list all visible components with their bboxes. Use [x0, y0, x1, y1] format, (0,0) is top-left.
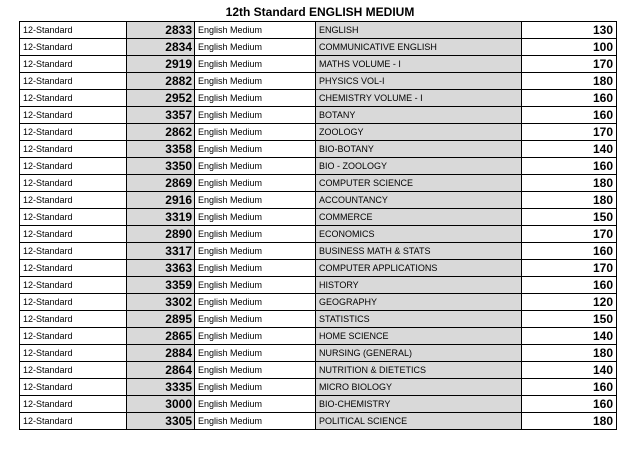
standard-cell: 12-Standard [20, 362, 127, 379]
book-code-cell: 2884 [127, 345, 195, 362]
medium-cell: English Medium [195, 56, 316, 73]
subject-cell: PHYSICS VOL-I [316, 73, 522, 90]
standard-cell: 12-Standard [20, 39, 127, 56]
subject-cell: ZOOLOGY [316, 124, 522, 141]
standard-cell: 12-Standard [20, 413, 127, 430]
price-cell: 160 [522, 90, 617, 107]
medium-cell: English Medium [195, 362, 316, 379]
standard-cell: 12-Standard [20, 396, 127, 413]
price-cell: 100 [522, 39, 617, 56]
medium-cell: English Medium [195, 141, 316, 158]
medium-cell: English Medium [195, 413, 316, 430]
price-cell: 160 [522, 158, 617, 175]
price-cell: 170 [522, 260, 617, 277]
standard-cell: 12-Standard [20, 328, 127, 345]
table-row [20, 396, 617, 413]
medium-cell: English Medium [195, 328, 316, 345]
medium-cell: English Medium [195, 345, 316, 362]
book-code-cell: 2864 [127, 362, 195, 379]
price-cell: 140 [522, 328, 617, 345]
medium-cell: English Medium [195, 22, 316, 39]
medium-cell: English Medium [195, 311, 316, 328]
book-price-table [19, 21, 617, 430]
price-cell: 120 [522, 294, 617, 311]
table-row [20, 260, 617, 277]
book-code-cell: 2952 [127, 90, 195, 107]
subject-cell: ENGLISH [316, 22, 522, 39]
medium-cell: English Medium [195, 39, 316, 56]
standard-cell: 12-Standard [20, 243, 127, 260]
table-row [20, 243, 617, 260]
subject-cell: BIO-CHEMISTRY [316, 396, 522, 413]
subject-cell: STATISTICS [316, 311, 522, 328]
book-code-cell: 2862 [127, 124, 195, 141]
standard-cell: 12-Standard [20, 311, 127, 328]
book-code-cell: 3305 [127, 413, 195, 430]
medium-cell: English Medium [195, 107, 316, 124]
table-row [20, 39, 617, 56]
book-code-cell: 3335 [127, 379, 195, 396]
subject-cell: ACCOUNTANCY [316, 192, 522, 209]
subject-cell: COMPUTER APPLICATIONS [316, 260, 522, 277]
table-body [20, 22, 617, 430]
table-row [20, 379, 617, 396]
standard-cell: 12-Standard [20, 124, 127, 141]
standard-cell: 12-Standard [20, 260, 127, 277]
subject-cell: NUTRITION & DIETETICS [316, 362, 522, 379]
subject-cell: COMMERCE [316, 209, 522, 226]
price-cell: 140 [522, 362, 617, 379]
price-cell: 180 [522, 192, 617, 209]
price-cell: 160 [522, 107, 617, 124]
standard-cell: 12-Standard [20, 277, 127, 294]
subject-cell: COMPUTER SCIENCE [316, 175, 522, 192]
standard-cell: 12-Standard [20, 90, 127, 107]
book-code-cell: 2916 [127, 192, 195, 209]
book-code-cell: 3317 [127, 243, 195, 260]
book-code-cell: 2882 [127, 73, 195, 90]
price-cell: 170 [522, 56, 617, 73]
subject-cell: MATHS VOLUME - I [316, 56, 522, 73]
medium-cell: English Medium [195, 294, 316, 311]
table-row [20, 175, 617, 192]
standard-cell: 12-Standard [20, 141, 127, 158]
standard-cell: 12-Standard [20, 379, 127, 396]
medium-cell: English Medium [195, 379, 316, 396]
book-code-cell: 3357 [127, 107, 195, 124]
medium-cell: English Medium [195, 396, 316, 413]
table-row [20, 158, 617, 175]
subject-cell: GEOGRAPHY [316, 294, 522, 311]
standard-cell: 12-Standard [20, 158, 127, 175]
subject-cell: POLITICAL SCIENCE [316, 413, 522, 430]
standard-cell: 12-Standard [20, 294, 127, 311]
table-row [20, 124, 617, 141]
subject-cell: ECONOMICS [316, 226, 522, 243]
standard-cell: 12-Standard [20, 226, 127, 243]
subject-cell: BOTANY [316, 107, 522, 124]
subject-cell: CHEMISTRY VOLUME - I [316, 90, 522, 107]
price-cell: 150 [522, 209, 617, 226]
table-row [20, 294, 617, 311]
table-row [20, 22, 617, 39]
table-row [20, 107, 617, 124]
medium-cell: English Medium [195, 124, 316, 141]
page-title: 12th Standard ENGLISH MEDIUM [225, 5, 415, 19]
price-cell: 170 [522, 124, 617, 141]
table-row [20, 73, 617, 90]
price-cell: 160 [522, 396, 617, 413]
standard-cell: 12-Standard [20, 56, 127, 73]
standard-cell: 12-Standard [20, 345, 127, 362]
price-cell: 180 [522, 413, 617, 430]
medium-cell: English Medium [195, 243, 316, 260]
price-cell: 140 [522, 141, 617, 158]
table-row [20, 311, 617, 328]
table-row [20, 209, 617, 226]
medium-cell: English Medium [195, 260, 316, 277]
medium-cell: English Medium [195, 192, 316, 209]
book-code-cell: 3302 [127, 294, 195, 311]
price-cell: 170 [522, 226, 617, 243]
book-code-cell: 2833 [127, 22, 195, 39]
price-cell: 180 [522, 345, 617, 362]
table-row [20, 141, 617, 158]
table-row [20, 226, 617, 243]
subject-cell: NURSING (GENERAL) [316, 345, 522, 362]
book-code-cell: 2865 [127, 328, 195, 345]
standard-cell: 12-Standard [20, 73, 127, 90]
standard-cell: 12-Standard [20, 175, 127, 192]
table-row [20, 192, 617, 209]
subject-cell: MICRO BIOLOGY [316, 379, 522, 396]
table-row [20, 345, 617, 362]
book-code-cell: 2895 [127, 311, 195, 328]
subject-cell: BIO-BOTANY [316, 141, 522, 158]
book-code-cell: 2890 [127, 226, 195, 243]
price-cell: 150 [522, 311, 617, 328]
book-code-cell: 3350 [127, 158, 195, 175]
price-cell: 180 [522, 175, 617, 192]
price-cell: 180 [522, 73, 617, 90]
subject-cell: HOME SCIENCE [316, 328, 522, 345]
price-cell: 160 [522, 379, 617, 396]
standard-cell: 12-Standard [20, 107, 127, 124]
book-code-cell: 3319 [127, 209, 195, 226]
standard-cell: 12-Standard [20, 192, 127, 209]
book-code-cell: 3000 [127, 396, 195, 413]
table-row [20, 277, 617, 294]
table-row [20, 413, 617, 430]
medium-cell: English Medium [195, 90, 316, 107]
price-cell: 130 [522, 22, 617, 39]
medium-cell: English Medium [195, 209, 316, 226]
standard-cell: 12-Standard [20, 209, 127, 226]
subject-cell: BIO - ZOOLOGY [316, 158, 522, 175]
book-code-cell: 2834 [127, 39, 195, 56]
medium-cell: English Medium [195, 175, 316, 192]
medium-cell: English Medium [195, 277, 316, 294]
medium-cell: English Medium [195, 226, 316, 243]
table-row [20, 56, 617, 73]
subject-cell: COMMUNICATIVE ENGLISH [316, 39, 522, 56]
table-row [20, 362, 617, 379]
standard-cell: 12-Standard [20, 22, 127, 39]
book-code-cell: 2869 [127, 175, 195, 192]
book-code-cell: 3358 [127, 141, 195, 158]
table-row [20, 328, 617, 345]
book-code-cell: 3359 [127, 277, 195, 294]
table-row [20, 90, 617, 107]
subject-cell: BUSINESS MATH & STATS [316, 243, 522, 260]
medium-cell: English Medium [195, 73, 316, 90]
book-code-cell: 3363 [127, 260, 195, 277]
price-cell: 160 [522, 277, 617, 294]
book-code-cell: 2919 [127, 56, 195, 73]
medium-cell: English Medium [195, 158, 316, 175]
price-cell: 160 [522, 243, 617, 260]
subject-cell: HISTORY [316, 277, 522, 294]
